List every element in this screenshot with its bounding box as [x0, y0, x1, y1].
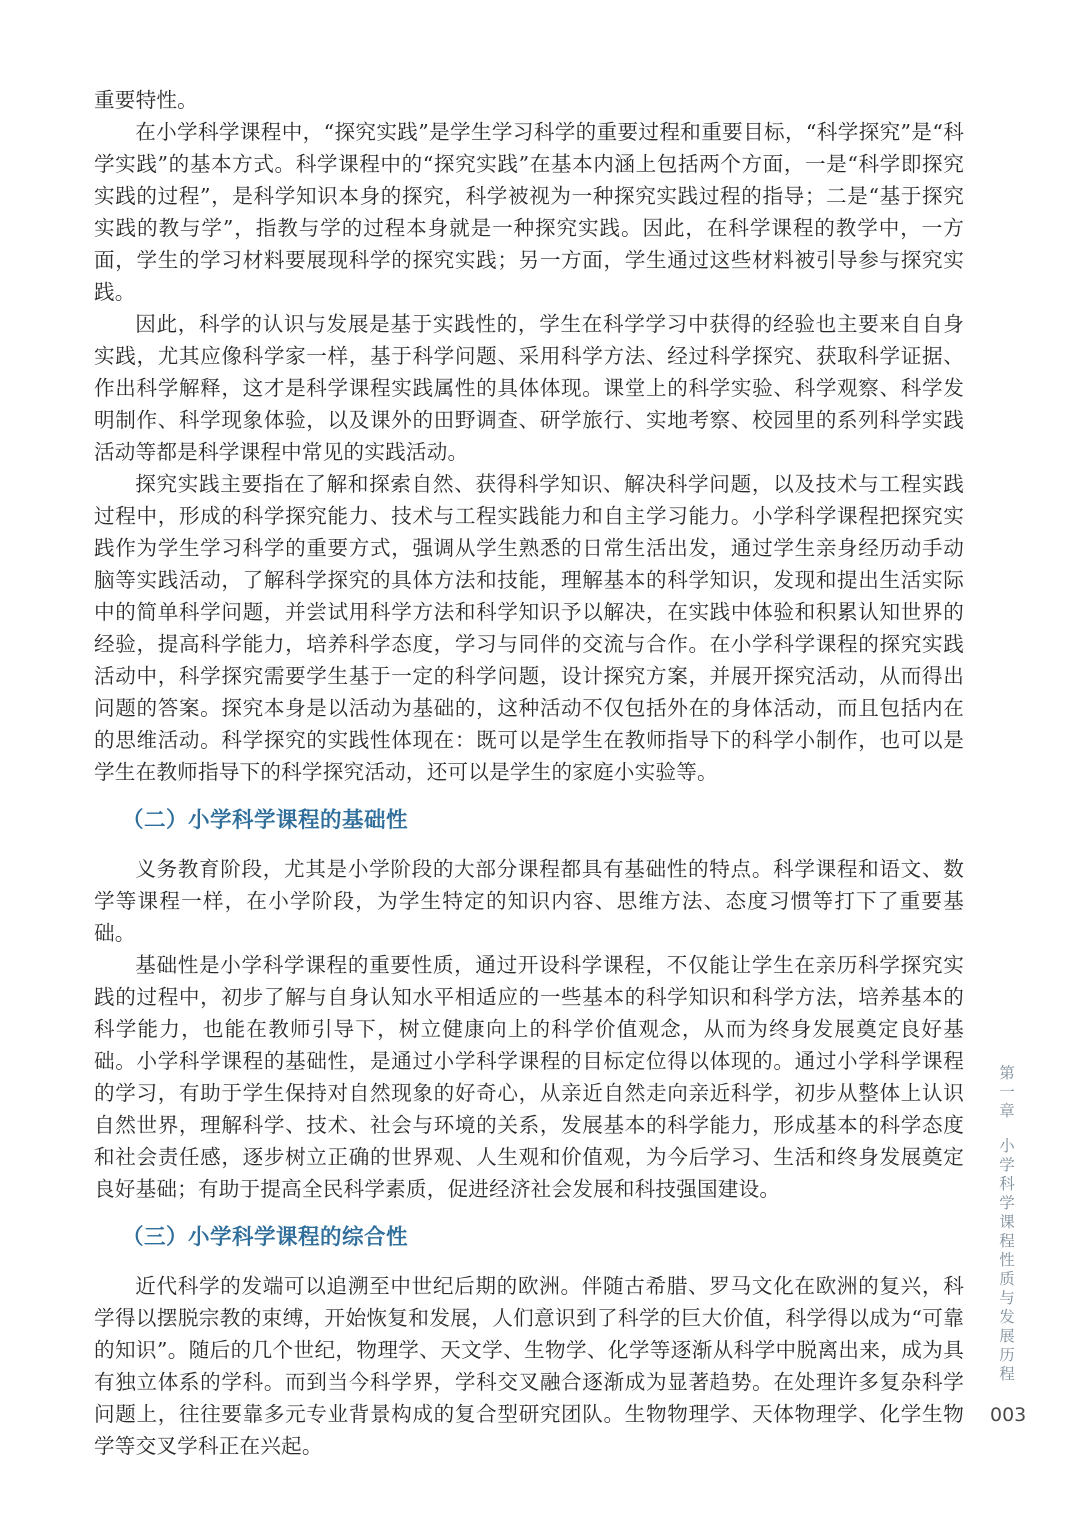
page-body	[94, 84, 964, 1462]
page-number: 003	[990, 1404, 1027, 1426]
paragraph: 因此，科学的认识与发展是基于实践性的，学生在科学学习中获得的经验也主要来自自身实践，尤其应像科学家一样，基于科学问题、采用科学方法、经过科学探究、获取科学证据、作出科学解释，这才是科学课程实践属性的具体体现。课堂上的科学实验、科学观察、科学发明制作、科学现象体验，以及课外的田野调查、研学旅行、实地考察、校园里的系列科学实践活动等都是科学课程中常见的实践活动。	[94, 312, 964, 464]
paragraph-continuation: 重要特性。	[94, 88, 198, 112]
paragraph: 在小学科学课程中，“探究实践”是学生学习科学的重要过程和重要目标，“科学探究”是“科学实践”的基本方式。科学课程中的“探究实践”在基本内涵上包括两个方面，一是“科学即探究实践的过程”，是科学知识本身的探究，科学被视为一种探究实践过程的指导；二是“基于探究实践的教与学”，指教与学的过程本身就是一种探究实践。因此，在科学课程的教学中，一方面，学生的学习材料要展现科学的探究实践；另一方面，学生通过这些材料被引导参与探究实践。	[94, 120, 964, 304]
chapter-title: 小学科学课程性质与发展历程	[999, 1137, 1015, 1383]
paragraph: 探究实践主要指在了解和探索自然、获得科学知识、解决科学问题，以及技术与工程实践过程中，形成的科学探究能力、技术与工程实践能力和自主学习能力。小学科学课程把探究实践作为学生学习科学的重要方式，强调从学生熟悉的日常生活出发，通过学生亲身经历动手动脑等实践活动，了解科学探究的具体方法和技能，理解基本的科学知识，发现和提出生活实际中的简单科学问题，并尝试用科学方法和科学知识予以解决，在实践中体验和积累认知世界的经验，提高科学能力，培养科学态度，学习与同伴的交流与合作。在小学科学课程的探究实践活动中，科学探究需要学生基于一定的科学问题，设计探究方案，并展开探究活动，从而得出问题的答案。探究本身是以活动为基础的，这种活动不仅包括外在的身体活动，而且包括内在的思维活动。科学探究的实践性体现在：既可以是学生在教师指导下的科学小制作，也可以是学生在教师指导下的科学探究活动，还可以是学生的家庭小实验等。	[94, 472, 964, 784]
chapter-side-tab	[996, 1064, 1018, 1384]
paragraph: 基础性是小学科学课程的重要性质，通过开设科学课程，不仅能让学生在亲历科学探究实践的过程中，初步了解与自身认知水平相适应的一些基本的科学知识和科学方法，培养基本的科学能力，也能在教师引导下，树立健康向上的科学价值观念，从而为终身发展奠定良好基础。小学科学课程的基础性，是通过小学科学课程的目标定位得以体现的。通过小学科学课程的学习，有助于学生保持对自然现象的好奇心，从亲近自然走向亲近科学，初步从整体上认识自然世界，理解科学、技术、社会与环境的关系，发展基本的科学能力，形成基本的科学态度和社会责任感，逐步树立正确的世界观、人生观和价值观，为今后学习、生活和终身发展奠定良好基础；有助于提高全民科学素质，促进经济社会发展和科技强国建设。	[94, 953, 964, 1201]
paragraph: 义务教育阶段，尤其是小学阶段的大部分课程都具有基础性的特点。科学课程和语文、数学等课程一样，在小学阶段，为学生特定的知识内容、思维方法、态度习惯等打下了重要基础。	[94, 857, 964, 945]
paragraph: 近代科学的发端可以追溯至中世纪后期的欧洲。伴随古希腊、罗马文化在欧洲的复兴，科学得以摆脱宗教的束缚，开始恢复和发展，人们意识到了科学的巨大价值，科学得以成为“可靠的知识”。随后的几个世纪，物理学、天文学、生物学、化学等逐渐从科学中脱离出来，成为具有独立体系的学科。而到当今科学界，学科交叉融合逐渐成为显著趋势。在处理许多复杂科学问题上，往往要靠多元专业背景构成的复合型研究团队。生物物理学、天体物理学、化学生物学等交叉学科正在兴起。	[94, 1274, 964, 1458]
section-heading-foundational: （二）小学科学课程的基础性	[122, 808, 409, 833]
section-heading-comprehensive: （三）小学科学课程的综合性	[122, 1225, 409, 1250]
chapter-label: 第一章	[999, 1064, 1015, 1120]
